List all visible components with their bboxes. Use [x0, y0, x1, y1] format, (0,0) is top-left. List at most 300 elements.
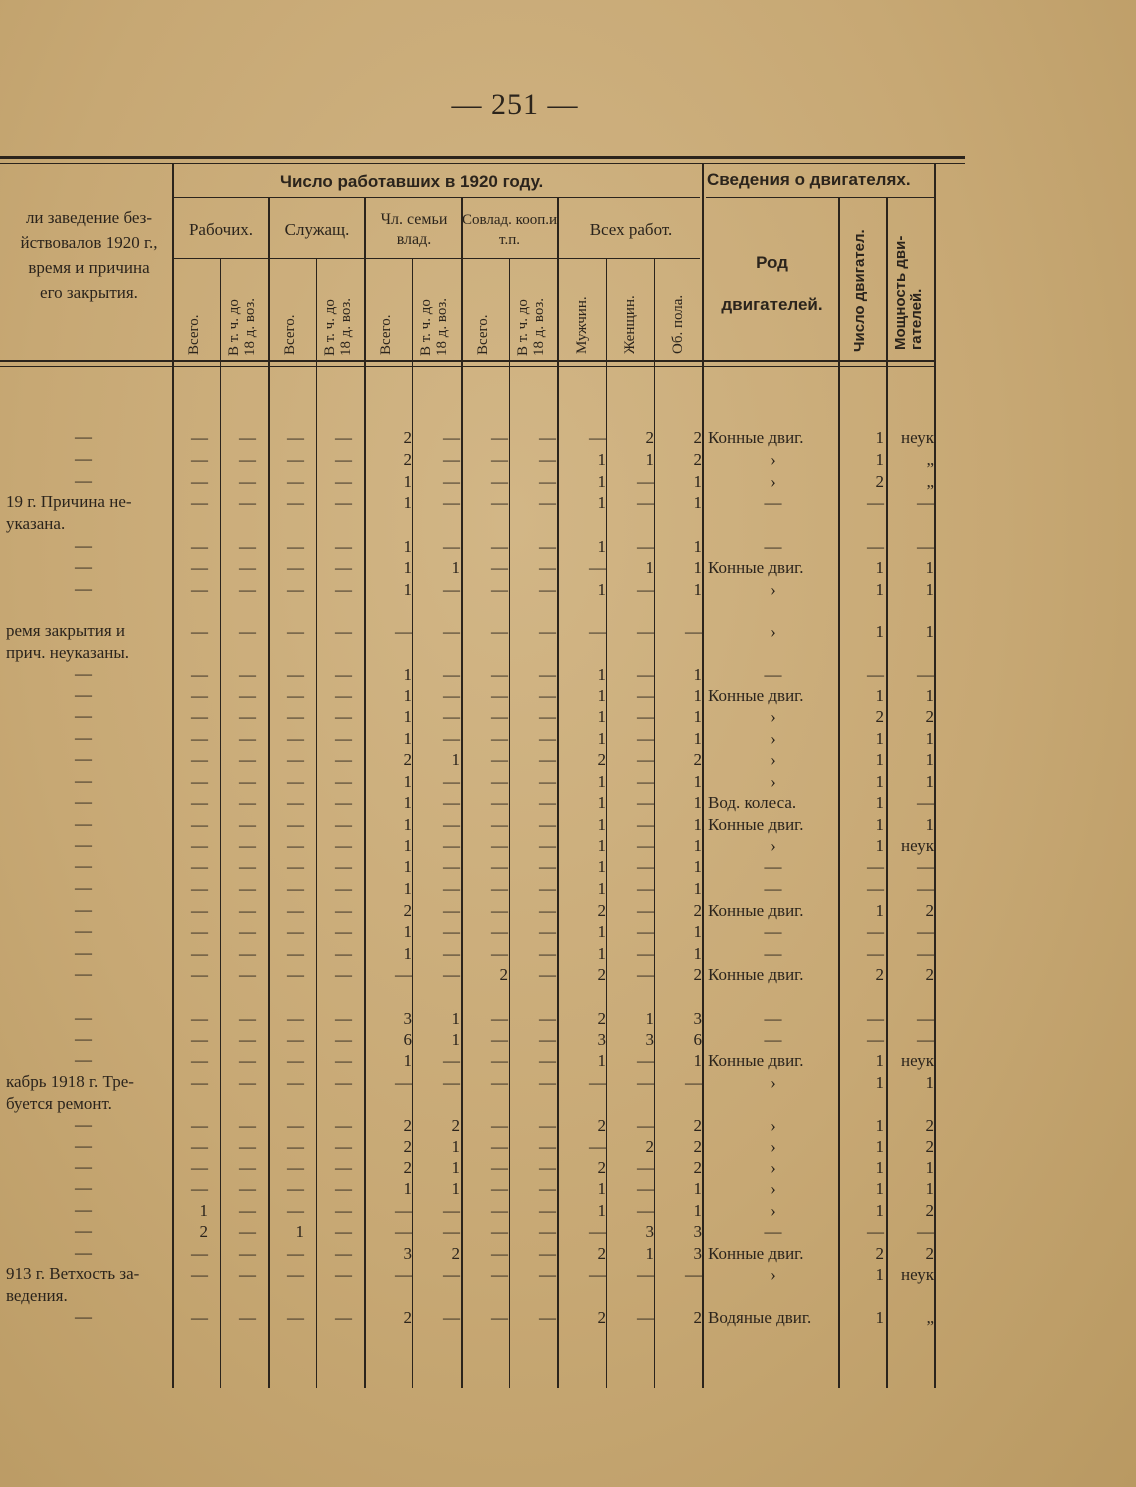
table-cell: —	[239, 493, 256, 512]
engine-power-cell: 2	[925, 707, 934, 726]
engines-group-header: Сведения о двигателях.	[707, 170, 911, 189]
table-cell: —	[335, 1137, 352, 1156]
table-cell: —	[491, 1158, 508, 1177]
table-cell: 1	[693, 1179, 702, 1198]
engine-type-cell: Конные двиг.	[708, 558, 804, 577]
table-cell: —	[287, 558, 304, 577]
engine-type-cell: ›	[770, 772, 776, 791]
engine-count-cell: 1	[875, 558, 884, 577]
col-line-thin	[606, 258, 607, 1388]
table-cell: —	[443, 901, 460, 920]
table-cell: —	[239, 665, 256, 684]
table-cell: —	[589, 558, 606, 577]
table-cell: 1	[693, 922, 702, 941]
engine-count-cell: 1	[875, 450, 884, 469]
table-cell: —	[539, 1116, 556, 1135]
engine-power-cell: 1	[925, 622, 934, 641]
table-cell: —	[335, 537, 352, 556]
engine-power-header: Мощность дви- гателей.	[892, 235, 925, 350]
table-cell: —	[443, 1073, 460, 1092]
table-cell: —	[191, 1051, 208, 1070]
table-cell: —	[443, 428, 460, 447]
table-cell: —	[637, 1265, 654, 1284]
col-women-header: Женщин.	[622, 295, 638, 354]
engine-count-cell: 1	[875, 1051, 884, 1070]
table-cell: 1	[693, 944, 702, 963]
table-cell: —	[491, 558, 508, 577]
engine-type-cell: ›	[770, 622, 776, 641]
table-cell: 1	[403, 1179, 412, 1198]
table-cell: —	[539, 1265, 556, 1284]
table-cell: —	[539, 622, 556, 641]
table-cell: —	[539, 729, 556, 748]
table-cell: —	[239, 686, 256, 705]
table-cell: 1	[693, 472, 702, 491]
table-cell: —	[287, 772, 304, 791]
table-cell: —	[443, 793, 460, 812]
table-cell: 1	[693, 558, 702, 577]
table-cell: —	[287, 965, 304, 984]
table-cell: —	[335, 836, 352, 855]
engine-power-cell: —	[917, 879, 934, 898]
table-cell: —	[335, 772, 352, 791]
table-cell: —	[539, 1137, 556, 1156]
table-cell: —	[589, 1222, 606, 1241]
table-cell: —	[239, 901, 256, 920]
table-cell: —	[287, 750, 304, 769]
engine-type-cell: Конные двиг.	[708, 1244, 804, 1263]
row-note: —	[75, 1136, 92, 1155]
table-cell: —	[539, 665, 556, 684]
table-cell: —	[239, 622, 256, 641]
table-cell: 1	[597, 836, 606, 855]
engine-power-cell: 2	[925, 901, 934, 920]
row-note: —	[75, 792, 92, 811]
table-cell: —	[191, 537, 208, 556]
table-cell: —	[637, 922, 654, 941]
row-note: —	[75, 900, 92, 919]
engine-type-cell: ›	[770, 450, 776, 469]
table-cell: 1	[597, 1051, 606, 1070]
table-cell: —	[637, 793, 654, 812]
table-cell: 1	[451, 1009, 460, 1028]
table-cell: —	[491, 1201, 508, 1220]
engine-power-cell: „	[926, 1308, 934, 1327]
row-note: —	[75, 1243, 92, 1262]
table-cell: —	[443, 707, 460, 726]
table-cell: 2	[199, 1222, 208, 1241]
table-cell: 1	[597, 493, 606, 512]
engine-power-cell: —	[917, 493, 934, 512]
table-cell: —	[287, 1201, 304, 1220]
table-cell: —	[239, 772, 256, 791]
engine-power-cell: 1	[925, 1073, 934, 1092]
first-col-line: ли заведение без-	[25, 208, 153, 227]
col-line-thin	[509, 258, 510, 1388]
table-cell: 1	[403, 493, 412, 512]
table-cell: —	[287, 879, 304, 898]
engine-count-cell: 1	[875, 1158, 884, 1177]
table-cell: 2	[645, 1137, 654, 1156]
table-cell: 1	[403, 686, 412, 705]
first-col-line: йствовалов 1920 г.,	[20, 233, 158, 252]
table-cell: 1	[403, 1051, 412, 1070]
table-cell: —	[239, 707, 256, 726]
table-cell: —	[539, 450, 556, 469]
table-cell: —	[539, 1030, 556, 1049]
table-cell: —	[491, 1116, 508, 1135]
table-cell: —	[239, 537, 256, 556]
table-cell: —	[491, 1137, 508, 1156]
table-cell: —	[443, 537, 460, 556]
table-cell: —	[491, 707, 508, 726]
engine-type-cell: ›	[770, 1073, 776, 1092]
table-cell: 1	[693, 707, 702, 726]
table-cell: —	[239, 1201, 256, 1220]
table-cell: —	[491, 686, 508, 705]
table-cell: —	[239, 879, 256, 898]
engine-count-cell: —	[867, 1222, 884, 1241]
table-cell: —	[491, 1222, 508, 1241]
table-cell: —	[637, 965, 654, 984]
col-minor-header: В т. ч. до 18 д. воз.	[515, 297, 547, 356]
table-cell: 6	[403, 1030, 412, 1049]
table-cell: —	[443, 622, 460, 641]
table-cell: —	[239, 1009, 256, 1028]
table-cell: —	[191, 944, 208, 963]
engine-power-cell: 2	[925, 1116, 934, 1135]
col-line	[557, 198, 559, 1388]
table-cell: 1	[403, 944, 412, 963]
table-cell: 2	[597, 1009, 606, 1028]
table-cell: —	[443, 879, 460, 898]
col-total-header: Всего.	[378, 314, 394, 355]
table-cell: —	[395, 1265, 412, 1284]
engine-power-cell: —	[917, 537, 934, 556]
family-subheader: Чл. семьи влад.	[380, 211, 448, 248]
table-cell: —	[443, 836, 460, 855]
table-cell: —	[685, 622, 702, 641]
engine-count-cell: 1	[875, 836, 884, 855]
col-line	[702, 163, 704, 1388]
row-note: —	[75, 471, 92, 490]
engine-count-cell: 2	[875, 707, 884, 726]
table-cell: —	[191, 665, 208, 684]
table-cell: —	[335, 1158, 352, 1177]
row-note: —	[75, 1157, 92, 1176]
table-cell: —	[239, 1030, 256, 1049]
table-cell: —	[287, 686, 304, 705]
table-cell: —	[637, 944, 654, 963]
table-cell: 1	[645, 450, 654, 469]
table-cell: —	[637, 665, 654, 684]
table-cell: —	[239, 472, 256, 491]
table-cell: —	[395, 1222, 412, 1241]
row-note: —	[75, 1307, 92, 1326]
table-cell: 1	[597, 879, 606, 898]
table-cell: 1	[645, 1009, 654, 1028]
table-cell: —	[335, 450, 352, 469]
table-cell: —	[239, 922, 256, 941]
table-cell: —	[685, 1265, 702, 1284]
engine-power-cell: 1	[925, 772, 934, 791]
table-cell: 3	[693, 1244, 702, 1263]
engine-power-cell: —	[917, 793, 934, 812]
table-cell: —	[191, 450, 208, 469]
table-cell: —	[239, 1116, 256, 1135]
table-cell: —	[239, 580, 256, 599]
table-cell: 2	[403, 450, 412, 469]
table-cell: 2	[693, 1308, 702, 1327]
table-cell: —	[191, 879, 208, 898]
table-cell: —	[287, 493, 304, 512]
table-cell: —	[191, 857, 208, 876]
table-cell: —	[539, 1308, 556, 1327]
table-cell: —	[539, 879, 556, 898]
table-cell: —	[491, 1051, 508, 1070]
row-note: —	[75, 728, 92, 747]
table-cell: 1	[597, 580, 606, 599]
table-cell: —	[539, 1201, 556, 1220]
row-note: —	[75, 664, 92, 683]
col-both-header: Об. пола.	[670, 294, 686, 354]
table-cell: —	[191, 580, 208, 599]
table-cell: —	[637, 836, 654, 855]
engine-power-cell: 2	[925, 1201, 934, 1220]
table-cell: —	[637, 1073, 654, 1092]
table-cell: —	[637, 857, 654, 876]
table-cell: —	[287, 1158, 304, 1177]
table-cell: —	[637, 1179, 654, 1198]
table-cell: 2	[693, 1116, 702, 1135]
engine-type-cell: ›	[770, 750, 776, 769]
table-cell: —	[491, 1030, 508, 1049]
engine-count-cell: 1	[875, 1201, 884, 1220]
table-cell: —	[191, 707, 208, 726]
table-cell: —	[287, 1179, 304, 1198]
table-cell: —	[443, 472, 460, 491]
table-cell: 1	[295, 1222, 304, 1241]
table-cell: 1	[403, 665, 412, 684]
table-cell: —	[539, 537, 556, 556]
table-cell: —	[539, 1158, 556, 1177]
table-cell: —	[287, 622, 304, 641]
row-note: —	[75, 749, 92, 768]
engine-type-cell: —	[764, 665, 782, 684]
employees-subheader: Служащ.	[284, 220, 350, 239]
table-cell: —	[443, 1051, 460, 1070]
table-cell: —	[443, 922, 460, 941]
table-cell: —	[191, 1073, 208, 1092]
engine-power-cell: неук	[901, 1265, 934, 1284]
table-cell: —	[395, 1201, 412, 1220]
first-col-line: время и причина	[28, 258, 150, 277]
table-cell: —	[191, 1179, 208, 1198]
table-cell: —	[637, 901, 654, 920]
table-cell: —	[191, 558, 208, 577]
engine-type-cell: Конные двиг.	[708, 686, 804, 705]
engine-type-cell: —	[764, 879, 782, 898]
table-cell: —	[191, 1158, 208, 1177]
table-cell: —	[443, 686, 460, 705]
table-cell: 1	[597, 665, 606, 684]
engine-power-cell: 1	[925, 750, 934, 769]
table-cell: —	[239, 793, 256, 812]
row-note: —	[75, 1008, 92, 1027]
engine-count-cell: 1	[875, 750, 884, 769]
engine-power-cell: 1	[925, 815, 934, 834]
table-cell: —	[539, 1009, 556, 1028]
table-cell: 1	[451, 750, 460, 769]
table-cell: —	[335, 622, 352, 641]
table-cell: —	[239, 1308, 256, 1327]
table-cell: —	[491, 665, 508, 684]
table-cell: —	[637, 1158, 654, 1177]
table-cell: 1	[403, 707, 412, 726]
row-note: —	[75, 536, 92, 555]
table-cell: —	[491, 793, 508, 812]
table-cell: —	[491, 1244, 508, 1263]
table-cell: —	[539, 472, 556, 491]
table-cell: —	[335, 428, 352, 447]
table-cell: —	[539, 707, 556, 726]
col-minor-header: В т. ч. до 18 д. воз.	[418, 297, 450, 356]
engine-count-cell: 1	[875, 622, 884, 641]
engine-power-cell: —	[917, 665, 934, 684]
row-note: —	[75, 943, 92, 962]
engine-type-cell: ›	[770, 1116, 776, 1135]
row-note: —	[75, 557, 92, 576]
table-cell: 1	[403, 580, 412, 599]
table-cell: —	[637, 537, 654, 556]
table-cell: —	[287, 472, 304, 491]
engine-type-cell: ›	[770, 1201, 776, 1220]
table-cell: —	[539, 428, 556, 447]
table-cell: —	[287, 729, 304, 748]
table-cell: —	[287, 1308, 304, 1327]
table-cell: 1	[693, 1051, 702, 1070]
table-cell: —	[191, 493, 208, 512]
engine-count-header: Число двигател.	[851, 229, 868, 352]
table-cell: 1	[403, 772, 412, 791]
table-cell: —	[539, 1051, 556, 1070]
engine-count-cell: —	[867, 537, 884, 556]
table-cell: —	[191, 1244, 208, 1263]
table-cell: —	[637, 879, 654, 898]
table-cell: —	[335, 472, 352, 491]
table-cell: —	[491, 1179, 508, 1198]
table-cell: 1	[597, 707, 606, 726]
table-cell: 1	[403, 558, 412, 577]
table-cell: —	[637, 472, 654, 491]
engine-power-cell: „	[926, 450, 934, 469]
table-cell: —	[443, 450, 460, 469]
first-col-header	[6, 205, 172, 305]
table-cell: 1	[597, 537, 606, 556]
table-cell: 1	[693, 665, 702, 684]
engine-power-cell: 1	[925, 1179, 934, 1198]
table-cell: —	[491, 1265, 508, 1284]
table-cell: 1	[597, 857, 606, 876]
first-col-line: его закрытия.	[40, 283, 138, 302]
engine-type-cell: —	[764, 922, 782, 941]
table-cell: —	[637, 815, 654, 834]
engine-power-cell: неук	[901, 1051, 934, 1070]
table-cell: —	[335, 1030, 352, 1049]
table-cell: 2	[403, 1158, 412, 1177]
engine-power-cell: 2	[925, 1244, 934, 1263]
table-cell: 3	[403, 1244, 412, 1263]
table-cell: —	[335, 1201, 352, 1220]
table-cell: —	[191, 1308, 208, 1327]
engine-type-cell: Конные двиг.	[708, 428, 804, 447]
table-cell: —	[443, 729, 460, 748]
table-cell: —	[637, 686, 654, 705]
table-cell: —	[443, 965, 460, 984]
table-cell: —	[539, 686, 556, 705]
table-cell: 2	[645, 428, 654, 447]
table-cell: —	[539, 815, 556, 834]
table-cell: —	[191, 901, 208, 920]
table-cell: —	[287, 428, 304, 447]
engine-count-cell: —	[867, 857, 884, 876]
table-cell: —	[335, 965, 352, 984]
table-cell: 3	[693, 1009, 702, 1028]
table-cell: —	[287, 707, 304, 726]
table-cell: 2	[499, 965, 508, 984]
table-cell: —	[395, 965, 412, 984]
row-note: —	[75, 1115, 92, 1134]
table-cell: —	[637, 1308, 654, 1327]
table-cell: —	[491, 901, 508, 920]
table-cell: 2	[693, 965, 702, 984]
table-cell: —	[335, 857, 352, 876]
table-cell: —	[637, 622, 654, 641]
table-cell: —	[191, 472, 208, 491]
table-cell: —	[191, 772, 208, 791]
engine-type-cell: —	[764, 1222, 782, 1241]
row-note: —	[75, 1050, 92, 1069]
table-cell: 1	[693, 1201, 702, 1220]
table-cell: —	[539, 901, 556, 920]
table-cell: —	[443, 944, 460, 963]
table-cell: —	[491, 857, 508, 876]
engine-power-cell: —	[917, 1222, 934, 1241]
table-cell: 2	[403, 428, 412, 447]
table-cell: —	[539, 1222, 556, 1241]
table-cell: —	[491, 944, 508, 963]
table-cell: 1	[403, 793, 412, 812]
engine-count-cell: 1	[875, 580, 884, 599]
engine-type-cell: ›	[770, 707, 776, 726]
engine-power-cell: 2	[925, 965, 934, 984]
table-cell: —	[491, 1308, 508, 1327]
col-total-header: Всего.	[186, 314, 202, 355]
table-cell: —	[191, 836, 208, 855]
all-workers-subheader: Всех работ.	[589, 220, 673, 239]
table-cell: —	[191, 1009, 208, 1028]
table-cell: —	[443, 1308, 460, 1327]
table-cell: —	[335, 1244, 352, 1263]
table-cell: —	[335, 665, 352, 684]
table-cell: —	[191, 1265, 208, 1284]
table-cell: —	[287, 1116, 304, 1135]
workers-subheader: Рабочих.	[188, 220, 254, 239]
table-cell: —	[287, 815, 304, 834]
table-cell: —	[395, 622, 412, 641]
table-cell: 2	[403, 750, 412, 769]
table-cell: —	[239, 1244, 256, 1263]
